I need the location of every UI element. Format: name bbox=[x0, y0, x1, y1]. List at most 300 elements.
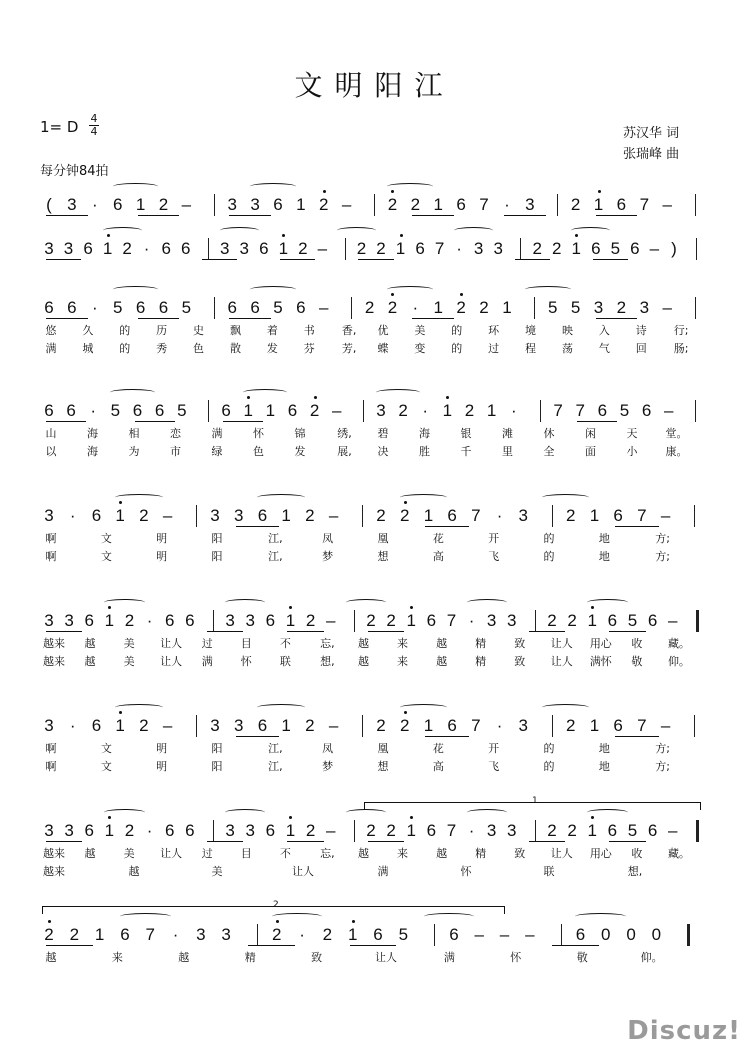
note: · bbox=[468, 821, 475, 840]
lyric-syllable: 怀 bbox=[253, 427, 264, 440]
note: · bbox=[172, 925, 179, 944]
lyric-syllable: 境 bbox=[525, 324, 537, 337]
note: · bbox=[91, 195, 98, 214]
note: 2 bbox=[44, 925, 54, 944]
note: 2 bbox=[479, 298, 489, 317]
lyric-syllable: 开 bbox=[488, 532, 500, 545]
note: – bbox=[325, 821, 336, 840]
note: 6 bbox=[185, 821, 195, 840]
note: 6 bbox=[91, 506, 102, 525]
composer-credit: 张瑞峰 曲 bbox=[623, 147, 680, 162]
note: 3 bbox=[220, 239, 230, 258]
note: 1 bbox=[281, 506, 291, 525]
octave-dot bbox=[107, 234, 110, 237]
note: 6 bbox=[447, 716, 457, 735]
lyric-syllable: 美 bbox=[211, 865, 223, 878]
note: 6 bbox=[112, 195, 123, 214]
lyric-syllable: 环 bbox=[488, 324, 500, 337]
lyric-syllable: 锦 bbox=[294, 427, 306, 440]
lyric-syllable: 让人 bbox=[160, 637, 183, 650]
barline bbox=[520, 238, 521, 260]
note: – bbox=[660, 506, 671, 525]
duration-underline bbox=[46, 841, 82, 842]
lyric-syllable: 目 bbox=[240, 637, 252, 650]
note: 2 bbox=[567, 821, 577, 840]
note: 5 bbox=[398, 925, 409, 944]
lyric-syllable: 啊 bbox=[45, 742, 57, 755]
note: 2 bbox=[399, 506, 410, 525]
lyric-syllable: 的 bbox=[543, 760, 555, 773]
note: 3 bbox=[639, 298, 650, 317]
note: 3 bbox=[44, 506, 54, 525]
lyric-syllable: 过 bbox=[201, 637, 213, 650]
note: 2 bbox=[399, 716, 410, 735]
note: 3 bbox=[518, 506, 529, 525]
lyric-syllable: 啊 bbox=[45, 760, 57, 773]
duration-underline bbox=[412, 318, 454, 319]
lyric-syllable: 越 bbox=[357, 655, 369, 668]
note: 3 bbox=[233, 506, 244, 525]
lyric-syllable: 敬 bbox=[576, 951, 588, 964]
slur-arc bbox=[113, 286, 159, 293]
lyric-syllable: 目 bbox=[240, 847, 252, 860]
lyric-syllable: 江, bbox=[268, 742, 283, 755]
note: · bbox=[146, 821, 153, 840]
lyric-syllable: 银 bbox=[460, 427, 472, 440]
lyric-syllable: 荡 bbox=[561, 342, 573, 355]
barline bbox=[213, 610, 214, 632]
duration-underline bbox=[609, 631, 645, 632]
duration-underline bbox=[593, 259, 628, 260]
lyric-syllable: 方; bbox=[655, 532, 671, 545]
note: 1 bbox=[347, 925, 358, 944]
slur-arc bbox=[250, 286, 296, 293]
note: 3 bbox=[493, 239, 503, 258]
note: 3 bbox=[507, 821, 517, 840]
octave-dot bbox=[314, 396, 317, 399]
lyric-syllable: 藏。 bbox=[667, 847, 690, 860]
note: 1 bbox=[433, 298, 443, 317]
note: – bbox=[474, 925, 484, 944]
lyric-syllable: 诗 bbox=[635, 324, 647, 337]
lyric-syllable: 想 bbox=[377, 550, 389, 563]
lyric-syllable: 胜 bbox=[419, 445, 430, 458]
slur-arc bbox=[346, 599, 386, 606]
note: 6 bbox=[597, 401, 608, 420]
duration-underline bbox=[207, 841, 243, 842]
octave-dot bbox=[48, 920, 51, 923]
duration-underline bbox=[615, 526, 658, 527]
barline bbox=[208, 400, 209, 422]
barline bbox=[695, 400, 696, 422]
duration-underline bbox=[46, 945, 93, 946]
lyric-syllable: 联 bbox=[279, 655, 291, 668]
note: 1 bbox=[278, 239, 289, 258]
lyric-syllable: 让人 bbox=[375, 951, 397, 964]
note: – bbox=[319, 298, 329, 317]
octave-dot bbox=[575, 234, 578, 237]
slur-arc bbox=[575, 913, 626, 920]
duration-underline bbox=[515, 259, 550, 260]
note: 3 bbox=[245, 821, 255, 840]
lyric-syllable: 联 bbox=[543, 865, 555, 878]
note: 6 bbox=[44, 401, 54, 420]
note: 3 bbox=[64, 611, 74, 630]
slur-arc bbox=[467, 809, 507, 816]
octave-dot bbox=[282, 234, 285, 237]
note: 2 bbox=[386, 821, 396, 840]
note: 5 bbox=[610, 239, 621, 258]
lyric-syllable: 怀 bbox=[240, 655, 252, 668]
note: 1 bbox=[285, 611, 296, 630]
lyric-syllable: 堂。 bbox=[665, 427, 688, 440]
note: 6 bbox=[66, 401, 76, 420]
lyric-syllable: 满 bbox=[211, 427, 223, 440]
barline bbox=[214, 297, 215, 319]
note: – bbox=[325, 611, 336, 630]
barline bbox=[552, 715, 553, 737]
note: 2 bbox=[305, 611, 316, 630]
note: 7 bbox=[434, 239, 445, 258]
note: 6 bbox=[426, 821, 437, 840]
lyric-syllable: 明 bbox=[156, 532, 168, 545]
barline bbox=[694, 715, 695, 737]
duration-underline bbox=[135, 421, 175, 422]
note: 6 bbox=[120, 925, 130, 944]
note: 0 bbox=[651, 925, 662, 944]
note: 1 bbox=[571, 239, 582, 258]
note: · bbox=[504, 195, 510, 214]
note: 7 bbox=[575, 401, 585, 420]
lyric-syllable: 行; bbox=[673, 324, 689, 337]
octave-dot bbox=[276, 920, 279, 923]
octave-dot bbox=[591, 606, 594, 609]
note: 1 bbox=[486, 401, 497, 420]
note: 3 bbox=[473, 239, 484, 258]
lyric-syllable: 康。 bbox=[665, 445, 688, 458]
barline bbox=[257, 924, 258, 946]
note: – bbox=[317, 239, 328, 258]
lyric-syllable: 让人 bbox=[160, 655, 183, 668]
barline bbox=[535, 820, 536, 842]
lyric-syllable: 致 bbox=[514, 847, 526, 860]
duration-underline bbox=[529, 631, 565, 632]
barline bbox=[196, 505, 197, 527]
octave-dot bbox=[119, 711, 122, 714]
slur-arc bbox=[542, 494, 589, 501]
note: 2 bbox=[124, 821, 135, 840]
note: 2 bbox=[552, 239, 562, 258]
note: 6 bbox=[630, 239, 640, 258]
note: 2 bbox=[565, 506, 576, 525]
note: 3 bbox=[518, 716, 529, 735]
barline bbox=[354, 610, 355, 632]
barline bbox=[561, 924, 562, 946]
lyric-syllable: 的 bbox=[451, 324, 463, 337]
lyric-syllable: 过 bbox=[201, 847, 213, 860]
note: 3 bbox=[376, 401, 386, 420]
lyric-syllable: 越来 bbox=[43, 637, 65, 650]
note: 3 bbox=[225, 821, 235, 840]
duration-underline bbox=[46, 215, 88, 216]
lyric-syllable: 花 bbox=[432, 742, 444, 755]
lyric-syllable: 展, bbox=[337, 445, 352, 458]
duration-underline bbox=[615, 736, 658, 737]
note: 1 bbox=[102, 239, 113, 258]
slur-arc bbox=[250, 183, 296, 190]
lyric-syllable: 文 bbox=[100, 532, 112, 545]
note: 2 bbox=[456, 298, 466, 317]
octave-dot bbox=[598, 190, 601, 193]
note: 1 bbox=[285, 821, 296, 840]
note: 2 bbox=[319, 195, 329, 214]
lyric-syllable: 面 bbox=[585, 445, 596, 458]
lyric-syllable: 美 bbox=[123, 655, 135, 668]
lyric-syllable: 散 bbox=[229, 342, 241, 355]
note: · bbox=[456, 239, 462, 258]
octave-dot bbox=[404, 501, 407, 504]
note: 6 bbox=[257, 716, 268, 735]
lyric-syllable: 藏。 bbox=[667, 637, 690, 650]
lyric-syllable: 越 bbox=[436, 655, 448, 668]
note: 6 bbox=[164, 611, 175, 630]
lyric-syllable: 的 bbox=[451, 342, 463, 355]
note: 7 bbox=[637, 506, 647, 525]
lyric-syllable: 美 bbox=[123, 637, 135, 650]
octave-dot bbox=[410, 606, 413, 609]
slur-arc bbox=[467, 599, 507, 606]
volta-bracket-end bbox=[364, 802, 365, 810]
note: 5 bbox=[273, 298, 283, 317]
barline bbox=[552, 505, 553, 527]
note: 6 bbox=[647, 821, 658, 840]
lyric-syllable: 文 bbox=[100, 550, 112, 563]
lyric-syllable: 江, bbox=[268, 532, 283, 545]
lyric-syllable: 满 bbox=[443, 951, 455, 964]
lyric-syllable: 越 bbox=[178, 951, 190, 964]
slur-arc bbox=[115, 494, 162, 501]
lyric-syllable: 仰。 bbox=[667, 655, 690, 668]
barline bbox=[362, 715, 363, 737]
duration-underline bbox=[609, 841, 645, 842]
lyric-syllable: 碧 bbox=[377, 427, 389, 440]
lyric-syllable: 来 bbox=[397, 655, 409, 668]
lyric-syllable: 文 bbox=[100, 742, 112, 755]
duration-underline bbox=[207, 631, 243, 632]
note: 3 bbox=[245, 611, 255, 630]
lyric-syllable: 芳, bbox=[341, 342, 357, 355]
volta-number: 1 bbox=[532, 796, 538, 806]
note: 3 bbox=[63, 239, 74, 258]
lyric-syllable: 映 bbox=[561, 324, 573, 337]
note: 2 bbox=[398, 401, 408, 420]
note: 6 bbox=[265, 821, 276, 840]
lyric-syllable: 满 bbox=[45, 342, 57, 355]
note: 2 bbox=[69, 925, 80, 944]
note: 2 bbox=[567, 611, 577, 630]
duration-underline bbox=[46, 421, 86, 422]
volta-bracket-end bbox=[504, 906, 505, 914]
duration-underline bbox=[529, 841, 565, 842]
duration-underline bbox=[248, 945, 295, 946]
duration-underline bbox=[236, 526, 279, 527]
slur-arc bbox=[272, 913, 323, 920]
note: 6 bbox=[616, 195, 627, 214]
note: 2 bbox=[532, 239, 542, 258]
lyric-syllable: 越 bbox=[436, 637, 448, 650]
note: 2 bbox=[547, 611, 557, 630]
octave-dot bbox=[352, 920, 355, 923]
lyric-syllable: 越 bbox=[436, 847, 448, 860]
note: 3 bbox=[227, 195, 237, 214]
lyric-syllable: 江, bbox=[268, 550, 283, 563]
barline bbox=[354, 820, 355, 842]
note: 2 bbox=[139, 716, 149, 735]
lyric-syllable: 越 bbox=[84, 655, 96, 668]
time-signature bbox=[88, 114, 100, 137]
octave-dot bbox=[323, 190, 326, 193]
lyricist-credit: 苏汉华 词 bbox=[623, 126, 680, 141]
note: 2 bbox=[464, 401, 475, 420]
duration-underline bbox=[223, 421, 263, 422]
note: 6 bbox=[415, 239, 425, 258]
slur-arc bbox=[454, 227, 493, 234]
note: 1 bbox=[243, 401, 253, 420]
lyric-syllable: 越 bbox=[84, 847, 96, 860]
lyric-syllable: 色 bbox=[253, 445, 264, 458]
slur-arc bbox=[587, 809, 627, 816]
note: 6 bbox=[154, 401, 165, 420]
lyric-syllable: 海 bbox=[87, 445, 98, 458]
note: 6 bbox=[84, 821, 94, 840]
slur-arc bbox=[225, 809, 265, 816]
lyric-syllable: 让人 bbox=[292, 865, 314, 878]
note: 5 bbox=[627, 611, 638, 630]
duration-underline bbox=[280, 259, 315, 260]
note: 6 bbox=[449, 925, 459, 944]
duration-underline bbox=[504, 215, 546, 216]
volta-bracket-end bbox=[42, 906, 43, 914]
note: – bbox=[162, 716, 173, 735]
slur-arc bbox=[120, 913, 171, 920]
note: 6 bbox=[607, 611, 618, 630]
lyric-syllable: 秀 bbox=[156, 342, 168, 355]
lyric-syllable: 着 bbox=[266, 324, 278, 337]
octave-dot bbox=[446, 396, 449, 399]
lyric-syllable: 忘, bbox=[320, 637, 335, 650]
note: 6 bbox=[185, 611, 195, 630]
note: 5 bbox=[619, 401, 630, 420]
lyric-syllable: 书 bbox=[303, 324, 315, 337]
lyric-syllable: 过 bbox=[488, 342, 500, 355]
lyric-syllable: 让人 bbox=[550, 847, 573, 860]
note: 2 bbox=[376, 506, 386, 525]
duration-underline bbox=[46, 259, 81, 260]
note: – bbox=[668, 821, 678, 840]
note: 2 bbox=[366, 821, 376, 840]
octave-dot bbox=[108, 606, 111, 609]
note: 6 bbox=[575, 925, 586, 944]
duration-underline bbox=[368, 631, 404, 632]
lyric-syllable: 开 bbox=[488, 742, 500, 755]
volta-bracket-end bbox=[700, 802, 701, 810]
barline bbox=[434, 924, 435, 946]
lyric-syllable: 的 bbox=[119, 324, 131, 337]
lyric-syllable: 怀 bbox=[510, 951, 522, 964]
lyric-syllable: 用心 bbox=[589, 847, 612, 860]
lyric-syllable: 的 bbox=[543, 742, 555, 755]
score-row bbox=[0, 398, 749, 478]
note: 3 bbox=[225, 611, 235, 630]
tempo-marking: 每分钟84拍 bbox=[40, 164, 109, 179]
note: 6 bbox=[426, 611, 437, 630]
note: 2 bbox=[122, 239, 132, 258]
note: 7 bbox=[471, 716, 481, 735]
note: 2 bbox=[565, 716, 576, 735]
slur-arc bbox=[337, 227, 376, 234]
note: · bbox=[468, 611, 475, 630]
lyric-syllable: 让人 bbox=[550, 655, 573, 668]
note: 1 bbox=[589, 716, 600, 735]
lyric-syllable: 越 bbox=[357, 847, 369, 860]
slur-arc bbox=[103, 227, 142, 234]
score-row bbox=[0, 503, 749, 583]
note: 6 bbox=[135, 298, 146, 317]
lyric-syllable: 收 bbox=[631, 637, 643, 650]
lyric-syllable: 海 bbox=[87, 427, 98, 440]
slur-arc bbox=[115, 704, 162, 711]
note: 0 bbox=[601, 925, 611, 944]
note: 2 bbox=[410, 195, 421, 214]
note: 3 bbox=[525, 195, 535, 214]
duration-underline bbox=[596, 318, 638, 319]
note: 2 bbox=[309, 401, 320, 420]
lyric-syllable: 梦 bbox=[322, 760, 334, 773]
lyric-syllable: 千 bbox=[460, 445, 472, 458]
duration-underline bbox=[138, 318, 180, 319]
note: 1 bbox=[593, 195, 604, 214]
note: 5 bbox=[570, 298, 581, 317]
lyric-syllable: 久 bbox=[82, 324, 94, 337]
octave-dot bbox=[289, 606, 292, 609]
note: · bbox=[143, 239, 150, 258]
lyric-syllable: 越来 bbox=[43, 655, 65, 668]
lyric-syllable: 仰。 bbox=[640, 951, 663, 964]
duration-underline bbox=[287, 631, 323, 632]
barline bbox=[363, 400, 364, 422]
lyric-syllable: 高 bbox=[432, 550, 444, 563]
lyric-syllable: 越来 bbox=[43, 847, 65, 860]
note: 7 bbox=[479, 195, 489, 214]
note: – bbox=[525, 925, 535, 944]
note: 3 bbox=[221, 925, 231, 944]
lyric-syllable: 相 bbox=[128, 427, 140, 440]
lyric-syllable: 香, bbox=[341, 324, 357, 337]
note: 6 bbox=[227, 298, 237, 317]
octave-dot bbox=[289, 816, 292, 819]
lyric-syllable: 忘, bbox=[320, 847, 335, 860]
note: 1 bbox=[433, 195, 443, 214]
slur-arc bbox=[424, 913, 475, 920]
note: 6 bbox=[287, 401, 298, 420]
note: 0 bbox=[626, 925, 636, 944]
lyric-syllable: 恋 bbox=[170, 427, 181, 440]
slur-arc bbox=[376, 389, 420, 396]
note: · bbox=[496, 716, 503, 735]
duration-underline bbox=[350, 945, 397, 946]
lyric-syllable: 来 bbox=[397, 637, 409, 650]
lyric-syllable: 绣, bbox=[337, 427, 352, 440]
